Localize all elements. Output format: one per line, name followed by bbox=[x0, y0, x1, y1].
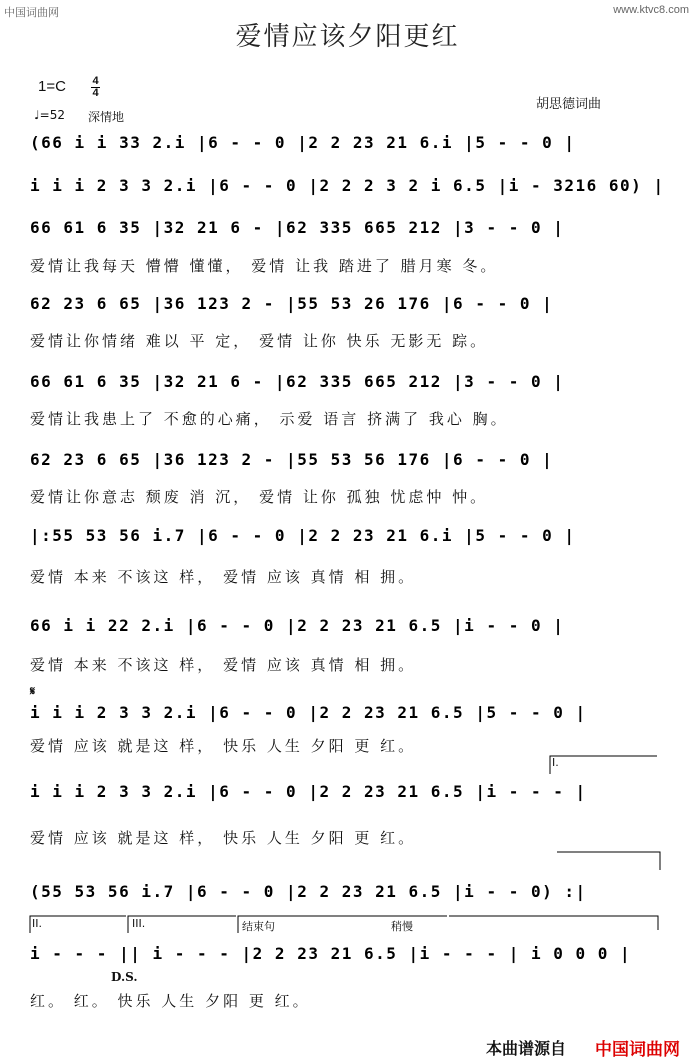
footer-site: 中国词曲网 bbox=[595, 1040, 680, 1060]
score-row-9: i i i 2 3 3 2.i |6 - - 0 |2 2 23 21 6.5 |5 - - 0 | bbox=[30, 703, 587, 722]
score-row-3: 66 61 6 35 |32 21 6 - |62 335 665 212 |3 - - 0 | bbox=[30, 218, 565, 237]
footer-source: 本曲谱源自 bbox=[486, 1039, 567, 1058]
repeat-bracket bbox=[557, 852, 660, 870]
score-row-2: i i i 2 3 3 2.i |6 - - 0 |2 2 2 3 2 i 6.5 |i - 3216 60) | bbox=[30, 176, 665, 195]
lyric-row-6: 爱情让你意志 颓废 消 沉， 爱情 让你 孤独 忧虑忡 忡。 bbox=[30, 488, 489, 506]
volta-1-label: I. bbox=[552, 756, 559, 769]
lyric-row-5: 爱情让我患上了 不愈的心痛， 示爱 语言 挤满了 我心 胸。 bbox=[30, 410, 509, 428]
score-row-4: 62 23 6 65 |36 123 2 - |55 53 26 176 |6 - - 0 | bbox=[30, 294, 554, 313]
ending-label: 结束句 bbox=[242, 920, 275, 933]
volta-2-label: II. bbox=[32, 917, 42, 930]
volta-3-label: III. bbox=[132, 917, 146, 930]
score-row-11: (55 53 56 i.7 |6 - - 0 |2 2 23 21 6.5 |i - - 0) :| bbox=[30, 882, 587, 901]
score-row-6: 62 23 6 65 |36 123 2 - |55 53 56 176 |6 - - 0 | bbox=[30, 450, 554, 469]
watermark-left: 中国词曲网 bbox=[4, 7, 59, 19]
lyric-row-9: 爱情 应该 就是这 样， 快乐 人生 夕阳 更 红。 bbox=[30, 737, 417, 755]
volta-1-bracket bbox=[550, 756, 657, 774]
score-row-8: 66 i i 22 2.i |6 - - 0 |2 2 23 21 6.5 |i - - 0 | bbox=[30, 616, 565, 635]
lyric-row-7: 爱情 本来 不该这 样， 爱情 应该 真情 相 拥。 bbox=[30, 568, 417, 586]
segno-mark: 𝄋 bbox=[30, 684, 36, 698]
coda-bracket bbox=[449, 916, 658, 930]
score-row-7: |:55 53 56 i.7 |6 - - 0 |2 2 23 21 6.i |5 - - 0 | bbox=[30, 526, 576, 545]
key-signature: 1=C bbox=[38, 78, 66, 95]
song-title: 爱情应该夕阳更红 bbox=[235, 22, 460, 52]
tempo-marking: ♩=52 bbox=[34, 108, 65, 122]
volta-3-bracket bbox=[128, 916, 236, 933]
volta-2-bracket bbox=[30, 916, 126, 933]
ending-bracket bbox=[238, 916, 447, 933]
ritardando-label: 稍慢 bbox=[391, 920, 413, 933]
lyric-row-8: 爱情 本来 不该这 样， 爱情 应该 真情 相 拥。 bbox=[30, 656, 417, 674]
expression-marking: 深情地 bbox=[88, 110, 125, 124]
lyric-row-4: 爱情让你情绪 难以 平 定， 爱情 让你 快乐 无影无 踪。 bbox=[30, 332, 489, 350]
score-row-5: 66 61 6 35 |32 21 6 - |62 335 665 212 |3 - - 0 | bbox=[30, 372, 565, 391]
lyric-row-10: 爱情 应该 就是这 样， 快乐 人生 夕阳 更 红。 bbox=[30, 829, 417, 847]
watermark-right: www.ktvc8.com bbox=[613, 4, 689, 16]
score-row-1: (66 i i 33 2.i |6 - - 0 |2 2 23 21 6.i |5 - - 0 | bbox=[30, 133, 576, 152]
lyric-row-3: 爱情让我每天 懵懵 懂懂， 爱情 让我 踏进了 腊月寒 冬。 bbox=[30, 257, 499, 275]
lyric-row-12: 红。 红。 快乐 人生 夕阳 更 红。 bbox=[30, 992, 311, 1010]
meter-bottom: 4 bbox=[92, 87, 99, 99]
score-row-10: i i i 2 3 3 2.i |6 - - 0 |2 2 23 21 6.5 |i - - - | bbox=[30, 782, 587, 801]
dal-segno-mark: D.S. bbox=[111, 970, 138, 984]
composer-credit: 胡思德词曲 bbox=[536, 97, 602, 112]
meter-top: 4 bbox=[92, 75, 99, 87]
score-row-12: i - - - || i - - - |2 2 23 21 6.5 |i - - - | i 0 0 0 | bbox=[30, 944, 632, 963]
